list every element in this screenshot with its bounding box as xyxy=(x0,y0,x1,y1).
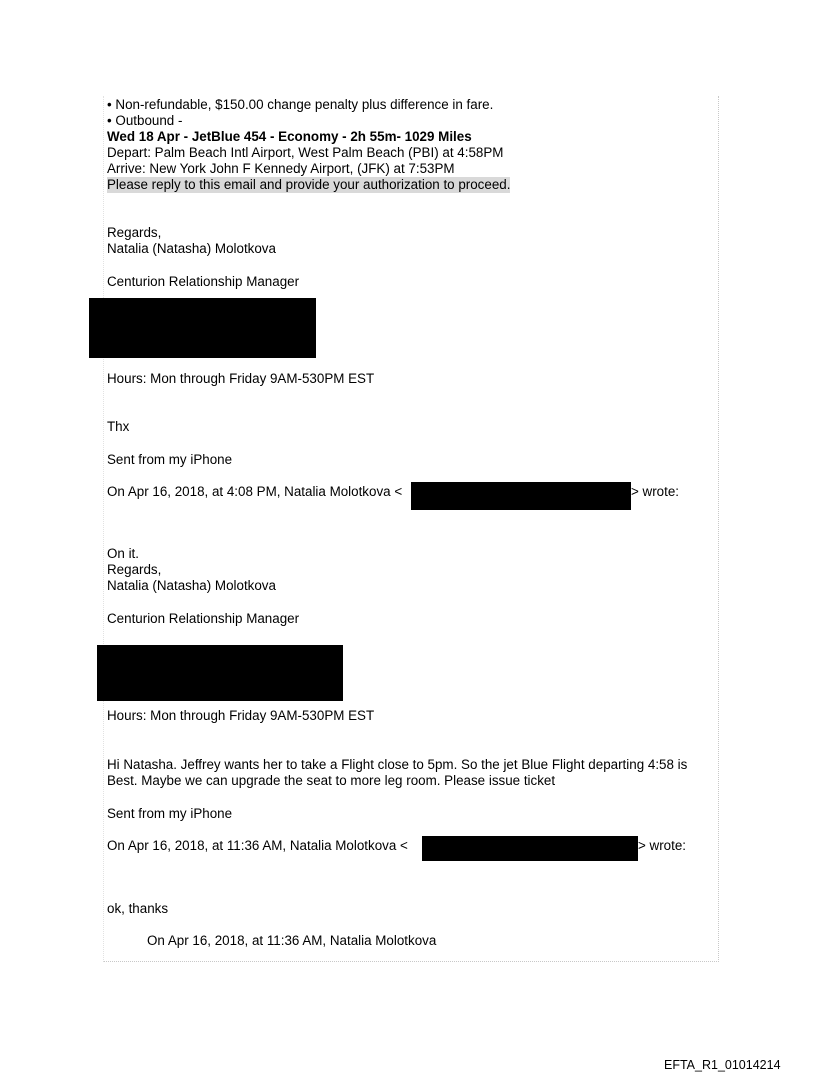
redaction-block xyxy=(89,298,316,358)
fare-rule-bullet: • Non-refundable, $150.00 change penalty plus difference in fare. xyxy=(107,97,494,112)
quote-header xyxy=(107,484,402,500)
quote-header-prefix: On Apr 16, 2018, at 11:36 AM, Natalia Molotkova < xyxy=(107,838,408,853)
document-id: EFTA_R1_01014214 xyxy=(664,1058,781,1072)
sent-from-line: Sent from my iPhone xyxy=(107,806,233,821)
message-body: ok, thanks xyxy=(107,901,169,916)
sender-title: Centurion Relationship Manager xyxy=(107,274,300,289)
sender-name: Natalia (Natasha) Molotkova xyxy=(107,241,276,256)
outbound-bullet: • Outbound - xyxy=(107,113,183,128)
redacted-email-address xyxy=(411,482,631,510)
redacted-email-address xyxy=(422,836,638,861)
flight-summary: Wed 18 Apr - JetBlue 454 - Economy - 2h 55m- 1029 Miles xyxy=(107,129,472,144)
sender-title: Centurion Relationship Manager xyxy=(107,611,300,626)
regards-text: Regards, xyxy=(107,562,162,577)
authorization-request: Please reply to this email and provide your authorization to proceed. xyxy=(107,177,511,192)
reply-body: Thx xyxy=(107,419,130,434)
quote-header-suffix: > wrote: xyxy=(631,484,680,499)
quote-header xyxy=(107,838,408,854)
quote-header-suffix: > wrote: xyxy=(638,838,687,853)
office-hours: Hours: Mon through Friday 9AM-530PM EST xyxy=(107,708,375,723)
sent-from-line: Sent from my iPhone xyxy=(107,452,233,467)
arrival-line: Arrive: New York John F Kennedy Airport, (JFK) at 7:53PM xyxy=(107,161,455,176)
quote-header-prefix: On Apr 16, 2018, at 4:08 PM, Natalia Molotkova < xyxy=(107,484,403,499)
sender-name: Natalia (Natasha) Molotkova xyxy=(107,578,276,593)
office-hours: Hours: Mon through Friday 9AM-530PM EST xyxy=(107,371,375,386)
departure-line: Depart: Palm Beach Intl Airport, West Palm Beach (PBI) at 4:58PM xyxy=(107,145,504,160)
regards-text: Regards, xyxy=(107,225,162,240)
reply-body: Hi Natasha. Jeffrey wants her to take a Flight close to 5pm. So the jet Blue Flight departing 4:58 is Best. Maybe we can upgrade the seat to more leg room. Please issue ticket xyxy=(107,757,688,788)
email-content-frame xyxy=(103,96,719,962)
message-body: On it. xyxy=(107,546,139,561)
quote-header: On Apr 16, 2018, at 11:36 AM, Natalia Molotkova xyxy=(147,933,437,948)
redaction-block xyxy=(97,645,343,701)
